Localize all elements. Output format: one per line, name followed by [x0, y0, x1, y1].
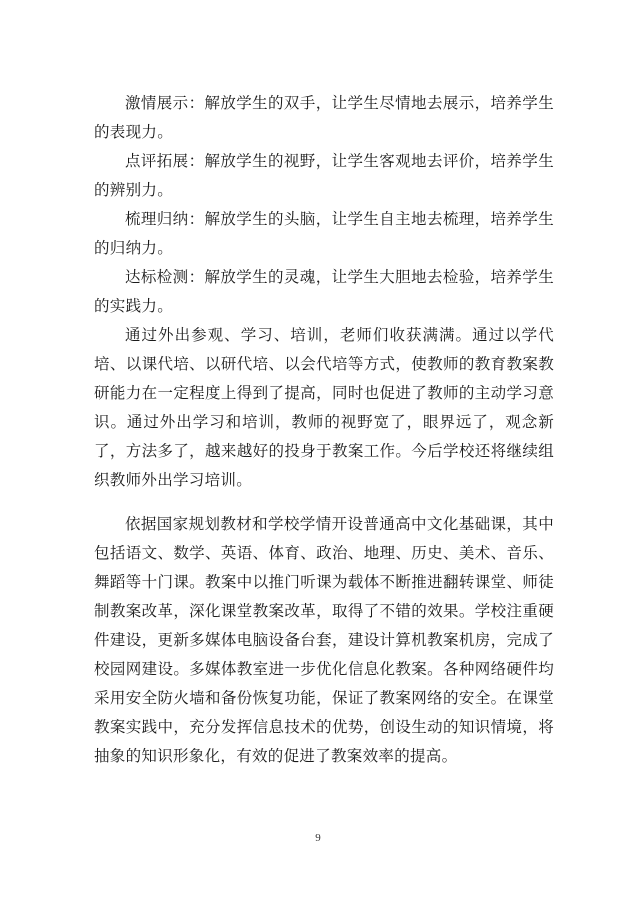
paragraph-showcase: 激情展示：解放学生的双手，让学生尽情地去展示，培养学生的表现力。	[94, 94, 554, 141]
page-number: 9	[315, 832, 321, 844]
paragraph-assessment: 达标检测：解放学生的灵魂，让学生大胆地去检验，培养学生的实践力。	[94, 268, 554, 315]
paragraph-curriculum: 依据国家规划教材和学校学情开设普通高中文化基础课，其中包括语文、数学、英语、体育、政治、地理、历史、美术、音乐、舞蹈等十门课。教案中以推门听课为载体不断推进翻转课堂、师徒制教案改革，深化课堂教案改革，取得了不错的效果。学校注重硬件建设，更新多媒体电脑设备台套，建设计算机教案机房，完成了校园网建设。多媒体教室进一步优化信息化教案。各种网络硬件均采用安全防火墙和备份恢复功能，保证了教案网络的安全。在课堂教案实践中，充分发挥信息技术的优势，创设生动的知识情境，将抽象的知识形象化，有效的促进了教案效率的提高。	[94, 515, 554, 765]
paragraph-teacher-training: 通过外出参观、学习、培训，老师们收获满满。通过以学代培、以课代培、以研代培、以会代培等方式，使教师的教育教案教研能力在一定程度上得到了提高，同时也促进了教师的主动学习意识。通过外出学习和培训，教师的视野宽了，眼界远了，观念新了，方法多了，越来越好的投身于教案工作。今后学校还将继续组织教师外出学习培训。	[94, 326, 554, 489]
paragraph-review-expand: 点评拓展：解放学生的视野，让学生客观地去评价，培养学生的辨别力。	[94, 152, 554, 199]
paragraph-summarize: 梳理归纳：解放学生的头脑，让学生自主地去梳理，培养学生的归纳力。	[94, 210, 554, 257]
